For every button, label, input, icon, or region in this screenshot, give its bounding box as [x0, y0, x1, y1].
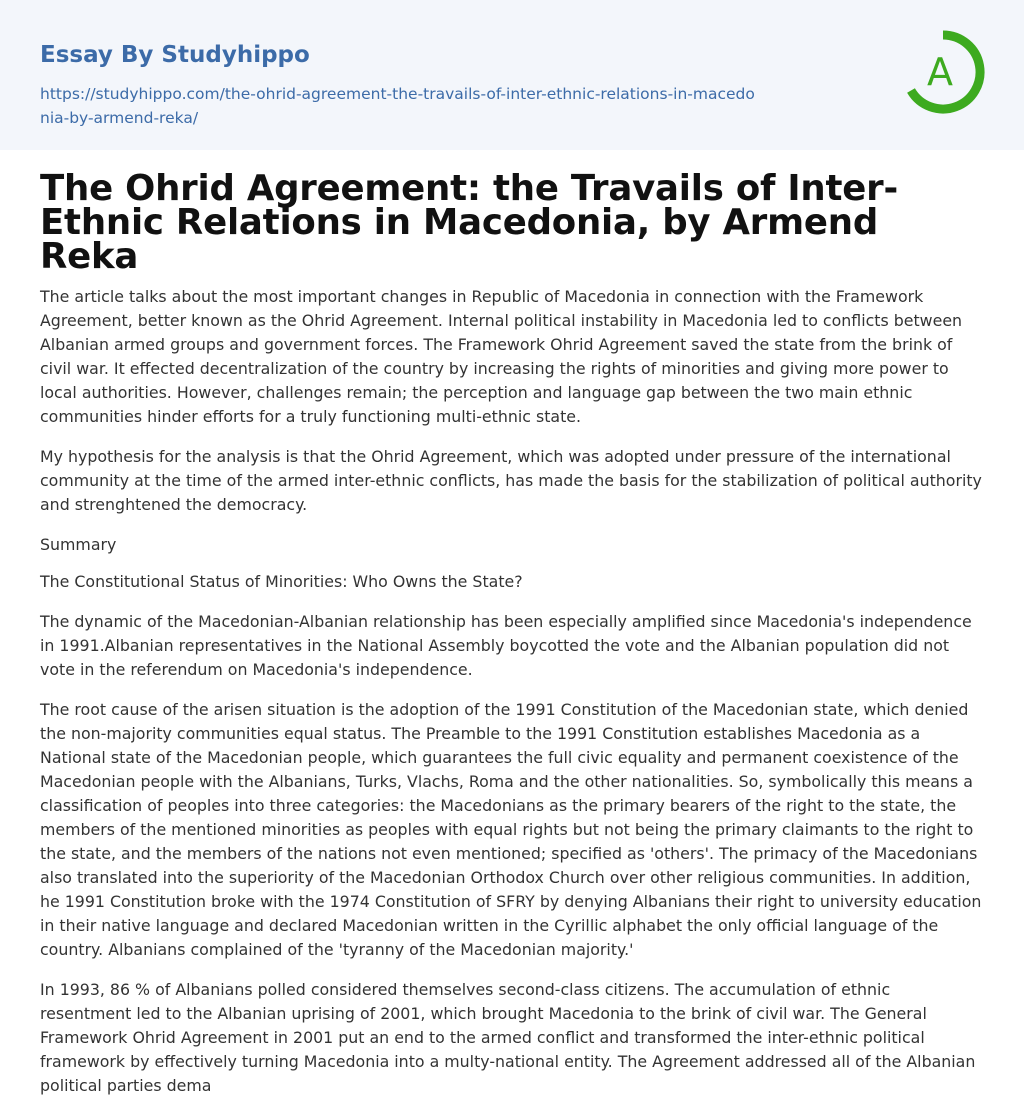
- essay-paragraph: In 1993, 86 % of Albanians polled considered themselves second-class citizens. The accumulation of ethnic resentment led to the Albanian uprising of 2001, which brought Macedonia to the brink of civil war. The General Framework Ohrid Agreement in 2001 put an end to the armed conflict and transformed the inter-ethnic political framework by effectively turning Macedonia into a multy-national entity. The Agreement addressed all of the Albanian political parties dema: [40, 980, 976, 1095]
- site-header: [0, 0, 1024, 150]
- brand-title: Essay By Studyhippo: [40, 42, 310, 68]
- studyhippo-logo-icon[interactable]: [900, 29, 986, 115]
- essay-content: [0, 168, 1024, 1098]
- essay-paragraph: The root cause of the arisen situation is the adoption of the 1991 Constitution of the Macedonian state, which denied the non-majority communities equal status. The Preamble to the 1991 Constitution establishes Macedonia as a National state of the Macedonian people, which guarantees the full civic equality and permanent coexistence of the Macedonian people with the Albanians, Turks, Vlachs, Roma and the other nationalities. So, symbolically this means a classification of peoples into three categories: the Macedonians as the primary bearers of the right to the state, the members of the mentioned minorities as peoples with equal rights but not being the primary claimants to the right to the state, and the members of the nations not even mentioned; specified as 'others'. The primacy of the Macedonians also translated into the superiority of the Macedonian Orthodox Church over other religious communities. In addition, he 1991 Constitution broke with the 1974 Constitution of SFRY by denying Albanians their right to university education in their native language and declared Macedonian written in the Cyrillic alphabet the only official language of the country. Albanians complained of the 'tyranny of the Macedonian majority.': [40, 700, 982, 959]
- section-label-summary: Summary: [40, 535, 117, 554]
- section-heading: The Constitutional Status of Minorities: Who Owns the State?: [40, 572, 523, 591]
- svg-text:A: A: [927, 50, 953, 94]
- essay-paragraph: The dynamic of the Macedonian-Albanian relationship has been especially amplified since Macedonia's independence in 1991.Albanian representatives in the National Assembly boycotted the vote and the Albanian population did not vote in the referendum on Macedonia's independence.: [40, 612, 972, 679]
- essay-paragraph: The article talks about the most important changes in Republic of Macedonia in connection with the Framework Agreement, better known as the Ohrid Agreement. Internal political instability in Macedonia led to conflicts between Albanian armed groups and government forces. The Framework Ohrid Agreement saved the state from the brink of civil war. It effected decentralization of the country by increasing the rights of minorities and giving more power to local authorities. However, challenges remain; the perception and language gap between the two main ethnic communities hinder efforts for a truly functioning multi-ethnic state.: [40, 287, 963, 426]
- essay-url-link[interactable]: https://studyhippo.com/the-ohrid-agreement-the-travails-of-inter-ethnic-relations-in-macedonia-by-armend-reka/: [40, 85, 755, 127]
- essay-paragraph: My hypothesis for the analysis is that the Ohrid Agreement, which was adopted under pressure of the international community at the time of the armed inter-ethnic conflicts, has made the basis for the stabilization of political authority and strenghtened the democracy.: [40, 447, 982, 514]
- essay-title: The Ohrid Agreement: the Travails of Inter-Ethnic Relations in Macedonia, by Armend Reka: [40, 168, 898, 277]
